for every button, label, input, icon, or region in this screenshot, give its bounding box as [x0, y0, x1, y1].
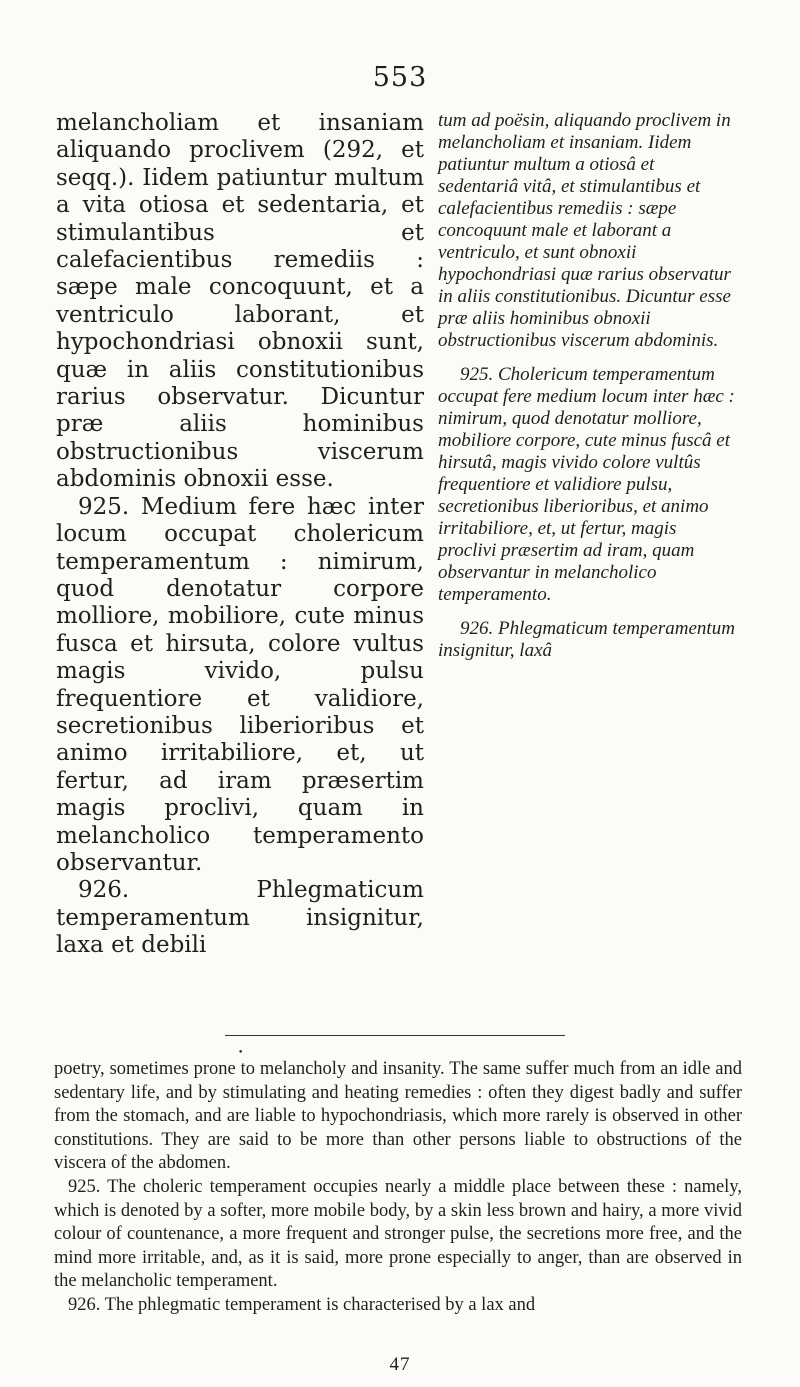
- italic-latin-column: [438, 110, 738, 662]
- translation-paragraph: 925. The choleric temperament occupies nearly a middle place between these : namely, which is denoted by a softer, more mobile body, by a skin less brown and hairy, a more vivid colour of countenance, a more frequent and stronger pulse, the secretions more free, and the mind more irritable, and, as it is said, more prone especially to anger, than are observed in the melancholic temperament.: [54, 1176, 742, 1292]
- english-translation: [54, 1058, 742, 1318]
- italic-paragraph: 925. Cholericum temperamentum occupat fere medium locum inter hæc : nimirum, quod denotatur molliore, mobiliore corpore, cute minus fuscâ et hirsutâ, magis vivido colore vultûs frequentiore et validiore pulsu, secretionibus liberioribus, et animo irritabiliore, et, ut fertur, magis proclivi præsertim ad iram, quam observantur in melancholico temperamento.: [438, 364, 735, 605]
- section-divider: [225, 1035, 565, 1036]
- translation-paragraph: 926. The phlegmatic temperament is characterised by a lax and: [68, 1294, 536, 1315]
- page-number: 553: [372, 62, 428, 93]
- latin-column: [56, 110, 424, 960]
- italic-paragraph: tum ad poësin, aliquando proclivem in melancholiam et insaniam. Iidem patiuntur multum a otiosâ et sedentariâ vitâ, et stimulantibus et calefacientibus remediis : sæpe concoquunt male et laborant a ventriculo, et sunt obnoxii hypochondriasi quæ rarius observatur in aliis constitutionibus. Dicuntur esse præ aliis hominibus obnoxii obstructionibus viscerum abdominis.: [438, 110, 731, 351]
- latin-paragraph: melancholiam et insaniam aliquando proclivem (292, et seqq.). Iidem patiuntur multum a vita otiosa et sedentaria, et stimulantibus et calefacientibus remediis : sæpe male concoquunt, et a ventriculo laborant, et hypochondriasi obnoxii sunt, quæ in aliis constitutionibus rarius observatur. Dicuntur præ aliis hominibus obstructionibus viscerum abdominis obnoxii esse.: [56, 110, 424, 493]
- translation-paragraph: poetry, sometimes prone to melancholy and insanity. The same suffer much from an idle and sedentary life, and by stimulating and heating remedies : often they digest badly and suffer from the stomach, and are liable to hypochondriasis, which more rarely is observed in other constitutions. They are said to be more than other persons liable to obstructions of the viscera of the abdomen.: [54, 1059, 742, 1174]
- signature-mark: 47: [389, 1354, 411, 1375]
- latin-paragraph: 925. Medium fere hæc inter locum occupat cholericum temperamentum : nimirum, quod denotatur corpore molliore, mobiliore, cute minus fusca et hirsuta, colore vultus magis vivido, pulsu frequentiore et validiore, secretionibus liberioribus et animo irritabiliore, et, ut fertur, ad iram præsertim magis proclivi, quam in melancholico temperamento observantur.: [56, 493, 424, 876]
- divider-dot: •: [238, 1048, 244, 1058]
- italic-paragraph: 926. Phlegmaticum temperamentum insignitur, laxâ: [438, 618, 735, 661]
- latin-paragraph: 926. Phlegmaticum temperamentum insignitur, laxa et debili: [56, 877, 424, 959]
